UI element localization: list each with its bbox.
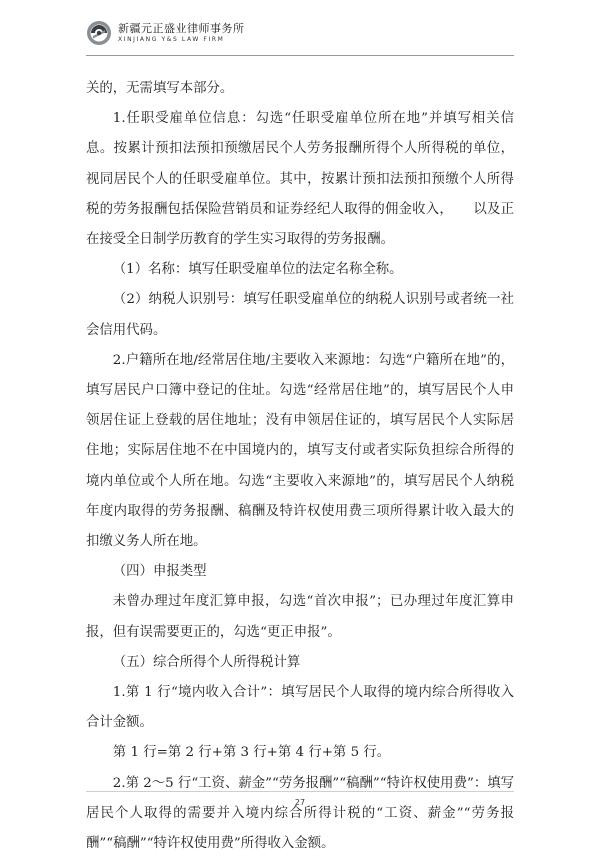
section-heading-declaration-type: （四）申报类型 bbox=[112, 564, 207, 580]
firm-name-chinese: 新疆元正盛业律师事务所 bbox=[118, 22, 245, 35]
paragraph-employer-name: （1）名称：填写任职受雇单位的法定名称全称。 bbox=[112, 262, 403, 278]
page-number: 27 bbox=[294, 798, 306, 807]
firm-name-block bbox=[118, 22, 245, 44]
firm-name-english: XINJIANG Y&S LAW FIRM bbox=[118, 36, 225, 43]
section-heading-tax-calculation: （五）综合所得个人所得税计算 bbox=[112, 654, 301, 670]
paragraph-lines-2-5: 2.第 2～5 行“工资、薪金”“劳务报酬”“稿酬”“特许权使用费”：填写居民个人取得的需要并入境内综合所得计税的“工资、薪金”“劳务报酬”“稿酬”“特许权使用费”所得收入金额。 bbox=[86, 775, 514, 852]
footer-divider bbox=[86, 791, 514, 792]
page-header bbox=[86, 16, 245, 50]
paragraph-line-1-formula: 第 1 行=第 2 行+第 3 行+第 4 行+第 5 行。 bbox=[112, 745, 391, 761]
firm-logo-icon bbox=[86, 20, 112, 46]
document-body bbox=[86, 74, 514, 859]
paragraph-declaration-type: 未曾办理过年度汇算申报，勾选“首次申报”；已办理过年度汇算申报，但有误需要更正的，勾选“更正申报”。 bbox=[86, 594, 514, 640]
paragraph-residence: 2.户籍所在地/经常居住地/主要收入来源地：勾选“户籍所在地”的，填写居民户口簿中登记的住址。勾选“经常居住地”的，填写居民个人申领居住证上登载的居住地址；没有申领居住证的，填写居民个人实际居住地；实际居住地不在中国境内的，填写支付或者实际负担综合所得的境内单位或个人所在地。勾选“主要收入来源地”的，填写居民个人纳税年度内取得的劳务报酬、稿酬及特许权使用费三项所得累计收入最大的扣缴义务人所在地。 bbox=[86, 352, 514, 550]
paragraph-employer-info: 1.任职受雇单位信息：勾选“任职受雇单位所在地”并填写相关信息。按累计预扣法预扣预缴居民个人劳务报酬所得个人所得税的单位，视同居民个人的任职受雇单位。其中，按累计预扣法预扣预缴个人所得税的劳务报酬包括保险营销员和证券经纪人取得的佣金收入， 以及正在接受全日制学历教育的学生实习取得的劳务报酬。 bbox=[86, 111, 514, 248]
paragraph-taxpayer-id: （2）纳税人识别号：填写任职受雇单位的纳税人识别号或者统一社会信用代码。 bbox=[86, 292, 514, 338]
paragraph-continuation: 关的，无需填写本部分。 bbox=[86, 81, 234, 96]
header-divider bbox=[86, 55, 514, 56]
paragraph-line-1: 1.第 1 行“境内收入合计”：填写居民个人取得的境内综合所得收入合计金额。 bbox=[86, 685, 514, 731]
